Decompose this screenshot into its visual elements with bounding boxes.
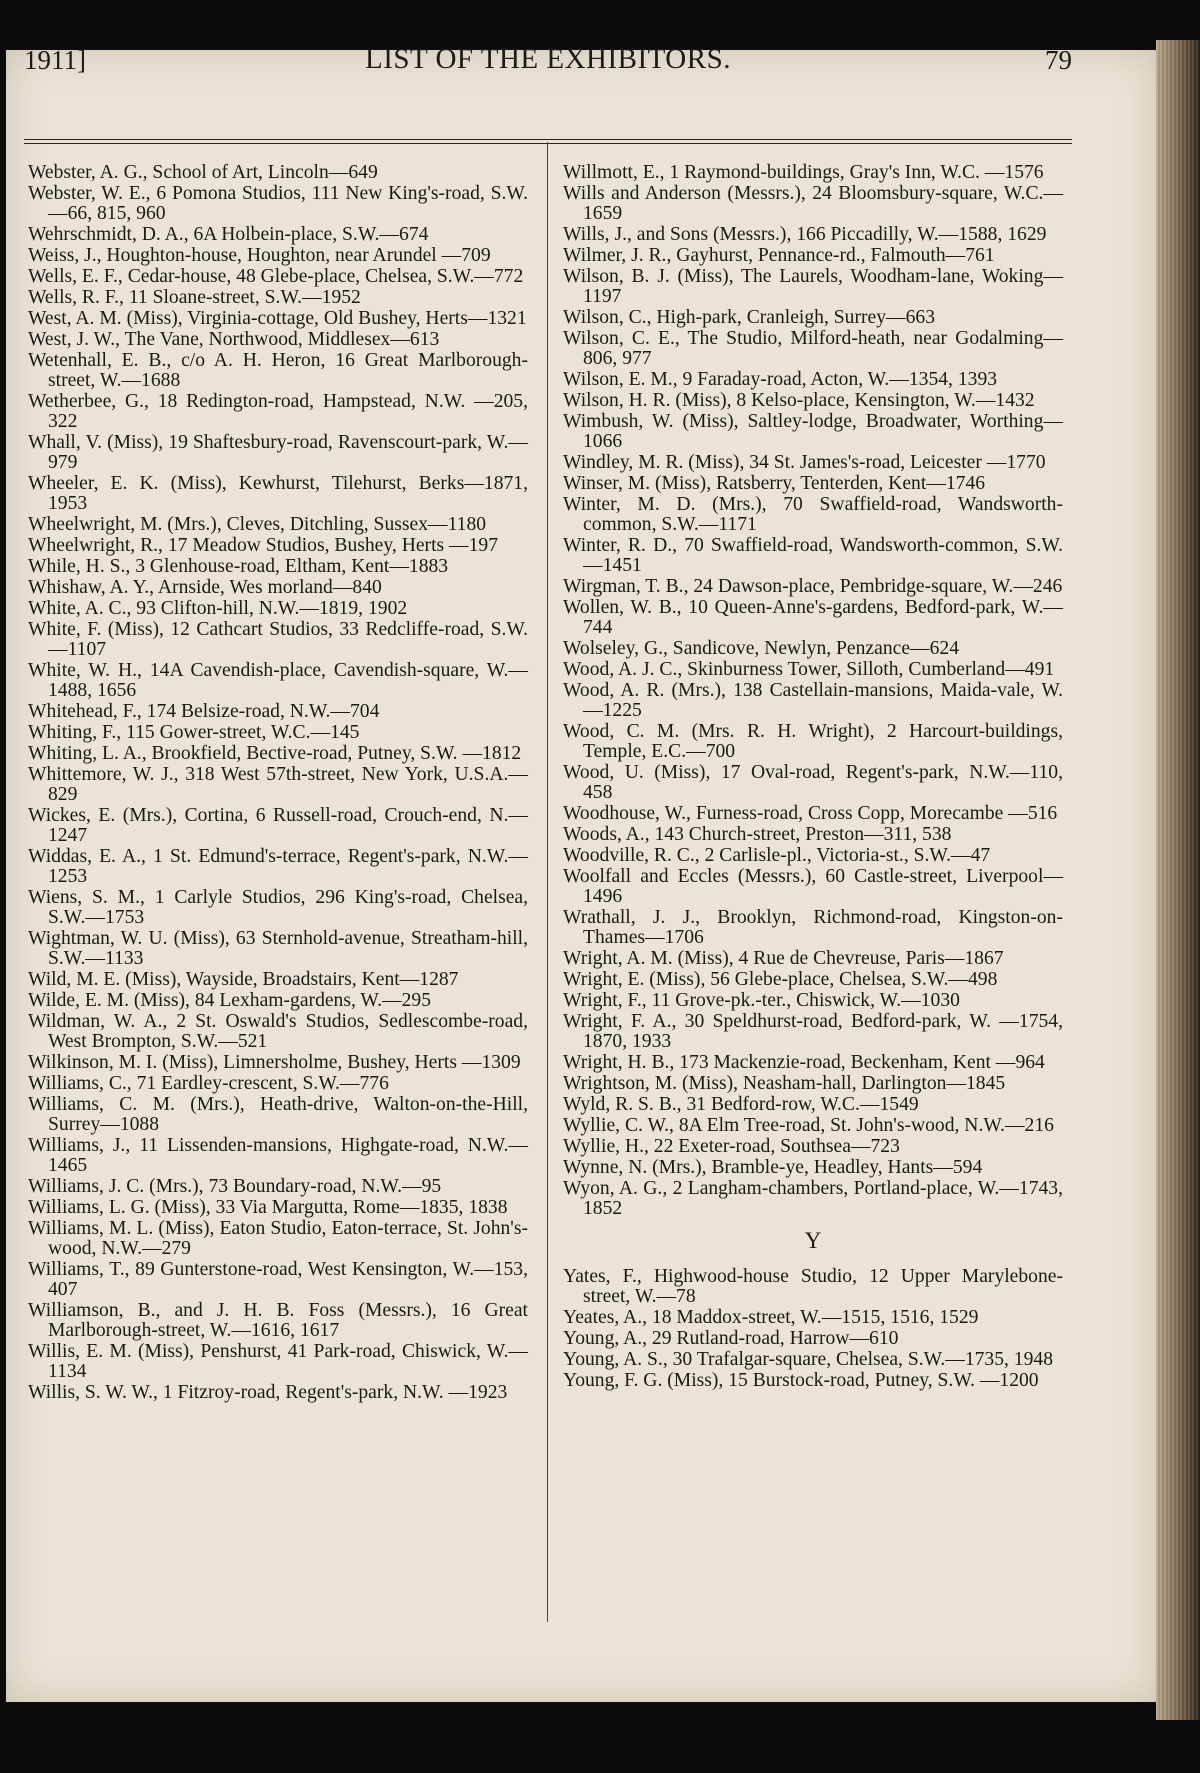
- header-year: 1911]: [24, 45, 86, 75]
- exhibitor-entry: Wyllie, H., 22 Exeter-road, Southsea—723: [563, 1136, 900, 1157]
- section-heading-y: Y: [804, 1228, 822, 1253]
- page-title: LIST OF THE EXHIBITORS.: [365, 43, 731, 75]
- exhibitor-entry: Wilson, C. E., The Studio, Milford-heath, near Godalming—806, 977: [563, 328, 1063, 369]
- exhibitor-entry: Wimbush, W. (Miss), Saltley-lodge, Broadwater, Worthing—1066: [563, 411, 1063, 452]
- exhibitor-entry: Wyon, A. G., 2 Langham-chambers, Portland-place, W.—1743, 1852: [563, 1178, 1063, 1219]
- exhibitor-entry: Wiens, S. M., 1 Carlyle Studios, 296 King's-road, Chelsea, S.W.—1753: [28, 887, 528, 928]
- exhibitor-entry: Wright, A. M. (Miss), 4 Rue de Chevreuse, Paris—1867: [563, 948, 1004, 969]
- exhibitor-entry: Wright, F., 11 Grove-pk.-ter., Chiswick, W.—1030: [563, 990, 960, 1011]
- exhibitor-entry: Wood, U. (Miss), 17 Oval-road, Regent's-park, N.W.—110, 458: [563, 762, 1063, 803]
- exhibitor-entry: Wilson, E. M., 9 Faraday-road, Acton, W.—1354, 1393: [563, 369, 998, 390]
- exhibitor-entry: Winter, R. D., 70 Swaffield-road, Wandsworth-common, S.W.—1451: [563, 535, 1063, 576]
- exhibitor-entry: Wills, J., and Sons (Messrs.), 166 Piccadilly, W.—1588, 1629: [563, 224, 1047, 245]
- page-number: 79: [1045, 45, 1072, 75]
- exhibitor-entry: Yeates, A., 18 Maddox-street, W.—1515, 1516, 1529: [563, 1307, 979, 1328]
- exhibitor-entry: Wetherbee, G., 18 Redington-road, Hampstead, N.W. —205, 322: [28, 391, 528, 432]
- page-edge-lines: [1156, 40, 1200, 1720]
- exhibitor-entry: While, H. S., 3 Glenhouse-road, Eltham, Kent—1883: [28, 556, 449, 577]
- exhibitor-entry: Wild, M. E. (Miss), Wayside, Broadstairs, Kent—1287: [28, 969, 459, 990]
- exhibitor-entry: Wright, E. (Miss), 56 Glebe-place, Chelsea, S.W.—498: [563, 969, 998, 990]
- exhibitor-entry: Willis, S. W. W., 1 Fitzroy-road, Regent's-park, N.W. —1923: [28, 1382, 508, 1403]
- exhibitor-entry: Wilson, C., High-park, Cranleigh, Surrey—663: [563, 307, 935, 328]
- exhibitor-entry: Williams, M. L. (Miss), Eaton Studio, Eaton-terrace, St. John's-wood, N.W.—279: [28, 1218, 528, 1259]
- exhibitor-entry: Wilson, B. J. (Miss), The Laurels, Woodham-lane, Woking—1197: [563, 266, 1063, 307]
- exhibitor-entry: Williams, J. C. (Mrs.), 73 Boundary-road, N.W.—95: [28, 1176, 442, 1197]
- exhibitor-entry: Williams, T., 89 Gunterstone-road, West Kensington, W.—153, 407: [28, 1259, 528, 1300]
- right-column: [563, 163, 1063, 1392]
- exhibitor-entry: Wrightson, M. (Miss), Neasham-hall, Darlington—1845: [563, 1073, 1006, 1094]
- exhibitor-entry: Wightman, W. U. (Miss), 63 Sternhold-avenue, Streatham-hill, S.W.—1133: [28, 928, 528, 969]
- exhibitor-entry: Wells, E. F., Cedar-house, 48 Glebe-place, Chelsea, S.W.—772: [28, 266, 524, 287]
- exhibitor-entry: Willmott, E., 1 Raymond-buildings, Gray's Inn, W.C. —1576: [563, 162, 1044, 183]
- exhibitor-entry: Wynne, N. (Mrs.), Bramble-ye, Headley, Hants—594: [563, 1157, 983, 1178]
- exhibitor-entry: Wilde, E. M. (Miss), 84 Lexham-gardens, W.—295: [28, 990, 432, 1011]
- exhibitor-entry: Whiting, L. A., Brookfield, Bective-road, Putney, S.W. —1812: [28, 743, 522, 764]
- column-divider: [547, 142, 548, 1622]
- exhibitor-entry: Wildman, W. A., 2 St. Oswald's Studios, Sedlescombe-road, West Brompton, S.W.—521: [28, 1011, 528, 1052]
- exhibitor-entry: West, A. M. (Miss), Virginia-cottage, Old Bushey, Herts—1321: [28, 308, 527, 329]
- exhibitor-entry: Wirgman, T. B., 24 Dawson-place, Pembridge-square, W.—246: [563, 576, 1063, 597]
- exhibitor-entry: Wells, R. F., 11 Sloane-street, S.W.—1952: [28, 287, 361, 308]
- exhibitor-entry: Webster, W. E., 6 Pomona Studios, 111 New King's-road, S.W.—66, 815, 960: [28, 183, 528, 224]
- exhibitor-entry: Wickes, E. (Mrs.), Cortina, 6 Russell-road, Crouch-end, N.—1247: [28, 805, 528, 846]
- right-column-entries: [563, 163, 1063, 1219]
- exhibitor-entry: Woolfall and Eccles (Messrs.), 60 Castle-street, Liverpool—1496: [563, 866, 1063, 907]
- header-rule-top: [24, 139, 1072, 140]
- exhibitor-entry: Wehrschmidt, D. A., 6A Holbein-place, S.W.—674: [28, 224, 429, 245]
- book-spine-edge: [1156, 40, 1200, 1720]
- exhibitor-entry: Whittemore, W. J., 318 West 57th-street, New York, U.S.A.—829: [28, 764, 528, 805]
- exhibitor-entry: Woodville, R. C., 2 Carlisle-pl., Victoria-st., S.W.—47: [563, 845, 991, 866]
- header-rule-bottom: [24, 143, 1072, 144]
- exhibitor-entry: Wrathall, J. J., Brooklyn, Richmond-road, Kingston-on-Thames—1706: [563, 907, 1063, 948]
- exhibitor-entry: Widdas, E. A., 1 St. Edmund's-terrace, Regent's-park, N.W.—1253: [28, 846, 528, 887]
- exhibitor-entry: Young, A. S., 30 Trafalgar-square, Chelsea, S.W.—1735, 1948: [563, 1349, 1053, 1370]
- page-header: [24, 45, 1072, 85]
- exhibitor-entry: Wyld, R. S. B., 31 Bedford-row, W.C.—1549: [563, 1094, 919, 1115]
- exhibitor-entry: Weiss, J., Houghton-house, Houghton, near Arundel —709: [28, 245, 491, 266]
- exhibitor-entry: Williamson, B., and J. H. B. Foss (Messrs.), 16 Great Marlborough-street, W.—1616, 1617: [28, 1300, 528, 1341]
- exhibitor-entry: Wheelwright, R., 17 Meadow Studios, Bushey, Herts —197: [28, 535, 499, 556]
- exhibitor-entry: Wolseley, G., Sandicove, Newlyn, Penzance—624: [563, 638, 959, 659]
- exhibitor-entry: Wills and Anderson (Messrs.), 24 Bloomsbury-square, W.C.—1659: [563, 183, 1063, 224]
- exhibitor-entry: Wood, C. M. (Mrs. R. H. Wright), 2 Harcourt-buildings, Temple, E.C.—700: [563, 721, 1063, 762]
- exhibitor-entry: Williams, J., 11 Lissenden-mansions, Highgate-road, N.W.—1465: [28, 1135, 528, 1176]
- exhibitor-entry: Whiting, F., 115 Gower-street, W.C.—145: [28, 722, 360, 743]
- exhibitor-entry: Wetenhall, E. B., c/o A. H. Heron, 16 Great Marlborough-street, W.—1688: [28, 350, 528, 391]
- exhibitor-entry: Winser, M. (Miss), Ratsberry, Tenterden, Kent—1746: [563, 473, 986, 494]
- exhibitor-entry: Wheelwright, M. (Mrs.), Cleves, Ditchling, Sussex—1180: [28, 514, 487, 535]
- exhibitor-entry: Wyllie, C. W., 8A Elm Tree-road, St. John's-wood, N.W.—216: [563, 1115, 1054, 1136]
- exhibitor-entry: White, F. (Miss), 12 Cathcart Studios, 33 Redcliffe-road, S.W.—1107: [28, 619, 528, 660]
- exhibitor-entry: Willis, E. M. (Miss), Penshurst, 41 Park-road, Chiswick, W.—1134: [28, 1341, 528, 1382]
- exhibitor-entry: Wood, A. R. (Mrs.), 138 Castellain-mansions, Maida-vale, W.—1225: [563, 680, 1063, 721]
- exhibitor-entry: Webster, A. G., School of Art, Lincoln—649: [28, 162, 378, 183]
- exhibitor-entry: Wollen, W. B., 10 Queen-Anne's-gardens, Bedford-park, W.—744: [563, 597, 1063, 638]
- exhibitor-entry: Wright, H. B., 173 Mackenzie-road, Beckenham, Kent —964: [563, 1052, 1045, 1073]
- exhibitor-entry: Wilkinson, M. I. (Miss), Limnersholme, Bushey, Herts —1309: [28, 1052, 521, 1073]
- exhibitor-entry: Williams, C., 71 Eardley-crescent, S.W.—776: [28, 1073, 389, 1094]
- exhibitor-entry: Whall, V. (Miss), 19 Shaftesbury-road, Ravenscourt-park, W.—979: [28, 432, 528, 473]
- exhibitor-entry: Wilmer, J. R., Gayhurst, Pennance-rd., Falmouth—761: [563, 245, 995, 266]
- exhibitor-entry: Wright, F. A., 30 Speldhurst-road, Bedford-park, W. —1754, 1870, 1933: [563, 1011, 1063, 1052]
- section-y-entries: [563, 1267, 1063, 1391]
- exhibitor-entry: Whitehead, F., 174 Belsize-road, N.W.—704: [28, 701, 380, 722]
- exhibitor-entry: Windley, M. R. (Miss), 34 St. James's-road, Leicester —1770: [563, 452, 1046, 473]
- exhibitor-entry: Young, F. G. (Miss), 15 Burstock-road, Putney, S.W. —1200: [563, 1370, 1039, 1391]
- exhibitor-entry: Williams, L. G. (Miss), 33 Via Margutta, Rome—1835, 1838: [28, 1197, 508, 1218]
- exhibitor-entry: Whishaw, A. Y., Arnside, Wes morland—840: [28, 577, 382, 598]
- exhibitor-entry: West, J. W., The Vane, Northwood, Middlesex—613: [28, 329, 440, 350]
- exhibitor-entry: Yates, F., Highwood-house Studio, 12 Upper Marylebone-street, W.—78: [563, 1266, 1063, 1307]
- exhibitor-entry: Woods, A., 143 Church-street, Preston—311, 538: [563, 824, 952, 845]
- exhibitor-entry: Wilson, H. R. (Miss), 8 Kelso-place, Kensington, W.—1432: [563, 390, 1035, 411]
- exhibitor-entry: Woodhouse, W., Furness-road, Cross Copp, Morecambe —516: [563, 803, 1058, 824]
- exhibitor-entry: Winter, M. D. (Mrs.), 70 Swaffield-road, Wandsworth-common, S.W.—1171: [563, 494, 1063, 535]
- exhibitor-entry: Young, A., 29 Rutland-road, Harrow—610: [563, 1328, 899, 1349]
- exhibitor-entry: White, A. C., 93 Clifton-hill, N.W.—1819, 1902: [28, 598, 408, 619]
- exhibitor-entry: Williams, C. M. (Mrs.), Heath-drive, Walton-on-the-Hill, Surrey—1088: [28, 1094, 528, 1135]
- exhibitor-entry: Wheeler, E. K. (Miss), Kewhurst, Tilehurst, Berks—1871, 1953: [28, 473, 528, 514]
- left-column: [28, 163, 528, 1404]
- exhibitor-entry: Wood, A. J. C., Skinburness Tower, Silloth, Cumberland—491: [563, 659, 1055, 680]
- exhibitor-entry: White, W. H., 14A Cavendish-place, Cavendish-square, W.—1488, 1656: [28, 660, 528, 701]
